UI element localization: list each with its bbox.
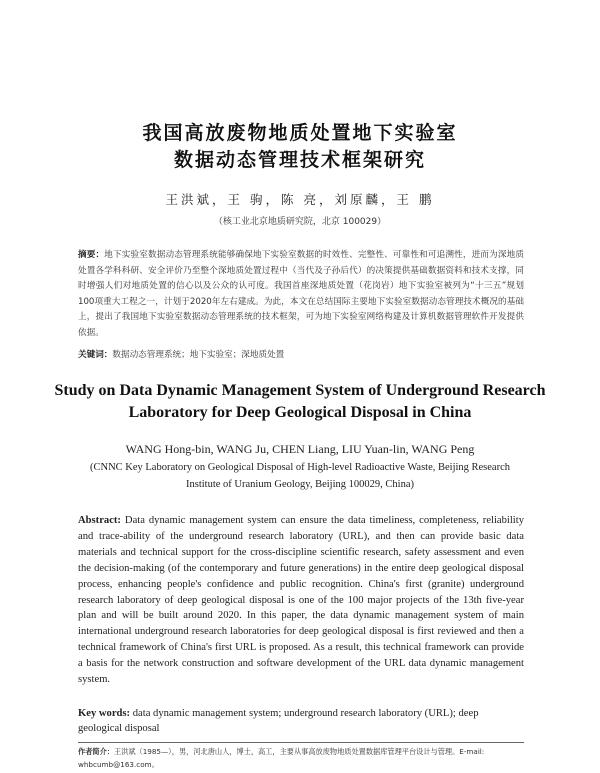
en-keywords	[78, 706, 524, 736]
author-footnote	[78, 745, 524, 771]
en-title-line-2: Laboratory for Deep Geological Disposal in China	[128, 404, 472, 421]
en-authors: WANG Hong-bin, WANG Ju, CHEN Liang, LIU Yuan-lin, WANG Peng	[125, 442, 475, 456]
cn-keywords	[78, 348, 524, 362]
cn-abstract	[78, 248, 524, 341]
en-title-line-1: Study on Data Dynamic Management System of Underground Research	[54, 382, 546, 399]
en-affiliation-line-1: (CNNC Key Laboratory on Geological Disposal of High-level Radioactive Waste, Beijing Research	[89, 462, 510, 473]
footnote-text: 王洪斌（1985—），男，河北唐山人，博士，高工，主要从事高放废物地质处置数据库管理平台设计与管理。E-mail: whbcumb@163.com。	[78, 747, 485, 769]
cn-title-line-2: 数据动态管理技术框架研究	[173, 149, 426, 171]
en-keywords-label: Key words:	[78, 708, 131, 719]
footnote-divider	[78, 742, 524, 743]
en-abstract-text: Data dynamic management system can ensure the data timeliness, completeness, reliability and trace-ability of the underground research laboratory (URL), and then can provide basic data materials and technical support for the cross-discipline scientific research, safety assessment and even the decision-making (of the contemporary and future generations) in the entire deep geological disposal process, enhancing people's confidence and public recognition. China's first (granite) underground research laboratory of deep geological disposal is one of the 100 major projects of the 13th five-year plan and will be built around 2020. In this paper, the data dynamic management system of main international underground research laboratories for deep geological disposal is first reviewed and then a technical framework of China's first URL is proposed. As a result, this technical framework can provide a basis for the network construction and software development of the URL data dynamic management system.	[78, 515, 524, 686]
cn-affiliation: （核工业北京地质研究院，北京 100029）	[213, 217, 387, 227]
footnote-label: 作者简介：	[78, 747, 114, 756]
cn-abstract-text: 地下实验室数据动态管理系统能够确保地下实验室数据的时效性、完整性、可靠性和可追溯性，进而为深地质处置各学科科研、安全评价乃至整个深地质处置过程中（当代及子孙后代）的决策提供基础数据资料和技术支撑，同时增强人们对地质处置的信心以及公众的认可度。我国首座深地质处置（花岗岩）地下实验室被列为“十三五”规划100项重大工程之一，计划于2020年左右建成。为此，本文在总结国际主要地下实验室数据动态管理技术概况的基础上，提出了我国地下实验室数据动态管理系统的技术框架，可为地下实验室网络构建及计算机数据管理软件开发提供依据。	[78, 250, 524, 338]
cn-authors: 王洪斌，王 驹，陈 亮，刘原麟，王 鹏	[165, 192, 435, 207]
en-keywords-text: data dynamic management system; underground research laboratory (URL); deep geological disposal	[78, 708, 479, 734]
en-abstract-label: Abstract:	[78, 515, 121, 526]
en-abstract	[78, 513, 524, 688]
cn-keywords-label: 关键词：	[78, 350, 113, 360]
cn-title-line-1: 我国高放废物地质处置地下实验室	[142, 122, 458, 144]
en-affiliation-line-2: Institute of Uranium Geology, Beijing 100029, China)	[186, 479, 414, 490]
cn-keywords-text: 数据动态管理系统；地下实验室；深地质处置	[112, 350, 285, 360]
cn-abstract-label: 摘要：	[78, 250, 105, 260]
